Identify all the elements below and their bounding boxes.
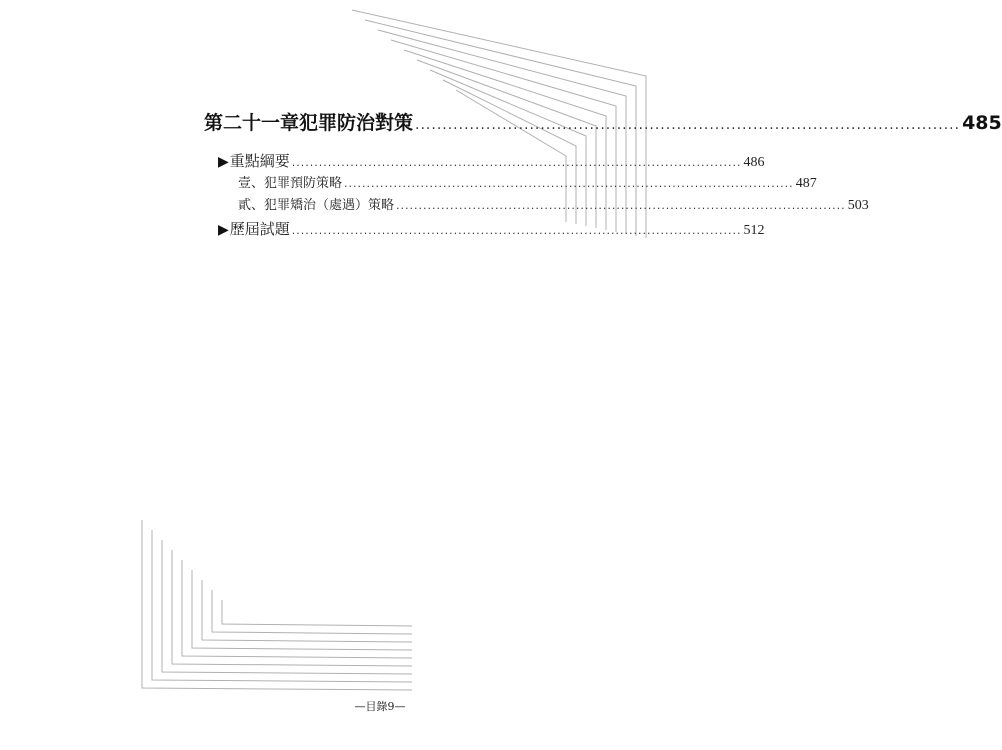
triangle-bullet-icon: ▶ bbox=[218, 222, 229, 238]
dot-leader: .................................................................................................... bbox=[396, 199, 846, 212]
entry-label: 歷屆試題 bbox=[229, 220, 290, 238]
triangle-bullet-icon: ▶ bbox=[218, 154, 229, 170]
entry-label: 貳、犯罪矯治（處遇）策略 bbox=[238, 198, 395, 213]
dot-leader: .................................................................................................... bbox=[291, 224, 742, 237]
entry-page: 512 bbox=[743, 223, 765, 238]
entry-label: 重點綱要 bbox=[229, 152, 290, 170]
toc-entry-prevention[interactable] bbox=[238, 172, 817, 192]
dot-leader: .................................................................................................... bbox=[291, 156, 742, 169]
dot-leader: .................................................................................................... bbox=[344, 177, 794, 190]
toc-entry-correction[interactable] bbox=[238, 194, 869, 214]
entry-page: 487 bbox=[795, 176, 817, 191]
chapter-heading[interactable] bbox=[204, 108, 1002, 135]
chapter-page: 485 bbox=[962, 112, 1002, 134]
chapter-number: 第二十一章 bbox=[204, 112, 300, 134]
toc-entry-past-exams[interactable] bbox=[218, 218, 765, 239]
dot-leader: .................................................................................................... bbox=[415, 117, 961, 133]
toc-entry-key-points[interactable] bbox=[218, 150, 765, 171]
page-footer: —目錄9— bbox=[354, 700, 406, 713]
chapter-title: 犯罪防治對策 bbox=[299, 112, 414, 134]
entry-label: 壹、犯罪預防策略 bbox=[238, 176, 343, 191]
entry-page: 503 bbox=[847, 198, 869, 213]
entry-page: 486 bbox=[743, 155, 765, 170]
